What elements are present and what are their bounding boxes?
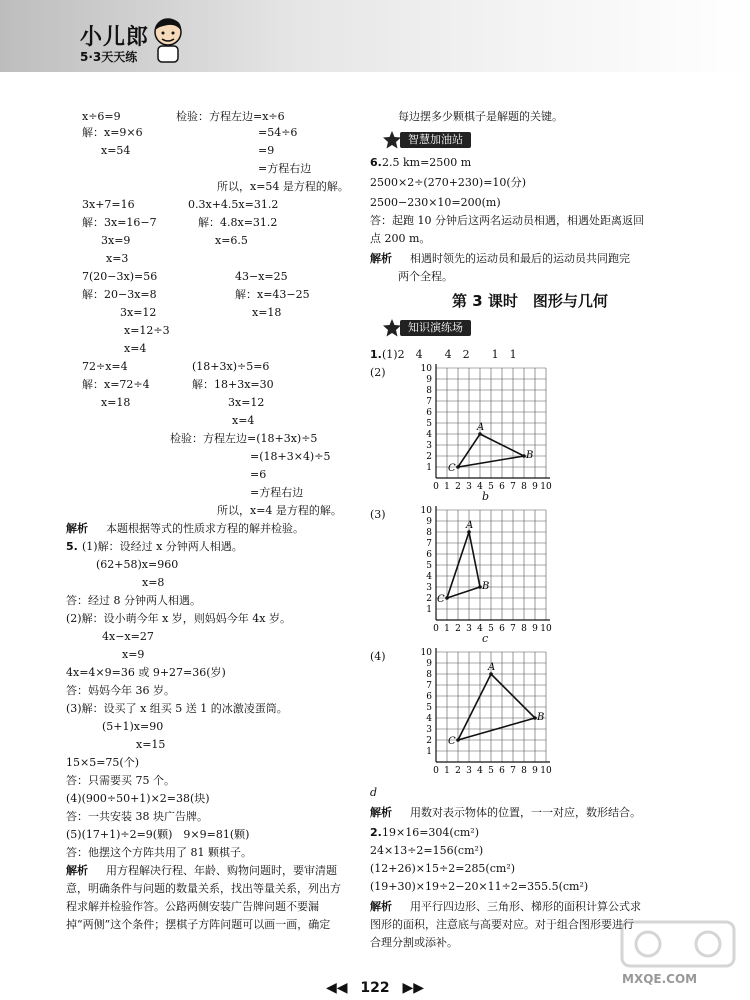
y-tick-label: 9 bbox=[426, 517, 432, 527]
eq-line: 解：20−3x=8 bbox=[82, 288, 157, 301]
y-tick-label: 5 bbox=[426, 419, 432, 429]
y-tick-label: 4 bbox=[426, 430, 432, 440]
y-tick-label: 1 bbox=[426, 747, 432, 757]
eq-line: x=4 bbox=[232, 414, 255, 427]
y-tick-label: 5 bbox=[426, 561, 432, 571]
coordinate-graph-d bbox=[376, 646, 556, 786]
eq-line: 43−x=25 bbox=[235, 270, 288, 283]
x-tick-label: 5 bbox=[488, 766, 494, 776]
eq-line: (2)解：设小萌今年 x 岁，则妈妈今年 4x 岁。 bbox=[66, 612, 291, 625]
y-tick-label: 7 bbox=[426, 397, 432, 407]
eq-line: =方程右边 bbox=[250, 486, 304, 499]
analysis-label: 解析 bbox=[370, 900, 392, 913]
answer-line: 答：妈妈今年 36 岁。 bbox=[66, 684, 175, 697]
eq-line: =54÷6 bbox=[258, 126, 298, 139]
question-number: 1. bbox=[370, 348, 382, 361]
analysis-text: 合理分割或添补。 bbox=[370, 936, 458, 949]
y-tick-label: 6 bbox=[426, 692, 432, 702]
eq-line: 解：x=72÷4 bbox=[82, 378, 150, 391]
y-tick-label: 10 bbox=[420, 506, 432, 516]
eq-line: (62+58)x=960 bbox=[96, 558, 179, 571]
graph-caption: d bbox=[370, 786, 378, 799]
vertex-label-b: B bbox=[537, 712, 545, 723]
sub-question-label: (2) bbox=[370, 366, 386, 379]
eq-line: x=18 bbox=[101, 396, 131, 409]
logo-title: 小儿郎 bbox=[80, 25, 150, 50]
eq-line: 所以，x=4 是方程的解。 bbox=[217, 504, 342, 517]
y-tick-label: 4 bbox=[426, 714, 432, 724]
eq-line: (1)解：设经过 x 分钟两人相遇。 bbox=[82, 540, 243, 553]
y-tick-label: 4 bbox=[426, 572, 432, 582]
y-tick-label: 3 bbox=[426, 441, 432, 451]
eq-line: (5)(17+1)÷2=9(颗) 9×9=81(颗) bbox=[66, 828, 250, 841]
eq-line: x=15 bbox=[136, 738, 166, 751]
question-number: 5. bbox=[66, 540, 78, 553]
eq-line: (3)解：设买了 x 组买 5 送 1 的冰激凌蛋筒。 bbox=[66, 702, 288, 715]
y-tick-label: 10 bbox=[420, 648, 432, 658]
y-tick-label: 9 bbox=[426, 659, 432, 669]
x-tick-label: 6 bbox=[499, 766, 505, 776]
eq-line: 4x−x=27 bbox=[102, 630, 154, 643]
y-tick-label: 2 bbox=[426, 594, 432, 604]
eq-line: 2.5 km=2500 m bbox=[382, 156, 472, 169]
x-tick-label: 10 bbox=[540, 766, 552, 776]
analysis-label: 解析 bbox=[370, 806, 392, 819]
star-badge-icon bbox=[382, 130, 402, 150]
eq-line: x=54 bbox=[101, 144, 131, 157]
analysis-text: 程求解并检验作答。公路两侧安装广告牌问题不要漏 bbox=[66, 900, 319, 913]
x-tick-label: 6 bbox=[499, 482, 505, 492]
eq-line: 4x=4×9=36 或 9+27=36(岁) bbox=[66, 666, 226, 679]
eq-line: x=9 bbox=[122, 648, 145, 661]
x-tick-label: 7 bbox=[510, 482, 516, 492]
graph-caption: c bbox=[482, 632, 489, 645]
y-tick-label: 8 bbox=[426, 528, 432, 538]
analysis-text: 用平行四边形、三角形、梯形的面积计算公式求 bbox=[410, 900, 641, 913]
analysis-text: 每边摆多少颗棋子是解题的关键。 bbox=[398, 110, 563, 123]
eq-line: =9 bbox=[258, 144, 275, 157]
analysis-text: 用数对表示物体的位置，一一对应，数形结合。 bbox=[410, 806, 641, 819]
analysis-text: 用方程解决行程、年龄、购物问题时，要审清题 bbox=[106, 864, 337, 877]
eq-line: 2500−230×10=200(m) bbox=[370, 196, 501, 209]
eq-line: 3x+7=16 bbox=[82, 198, 135, 211]
x-tick-label: 5 bbox=[488, 482, 494, 492]
x-tick-label: 3 bbox=[466, 766, 472, 776]
vertex-label-b: B bbox=[482, 581, 490, 592]
x-tick-label: 2 bbox=[455, 482, 461, 492]
answer-line: 点 200 m。 bbox=[370, 232, 431, 245]
boy-mascot-icon bbox=[150, 16, 186, 64]
eq-line: 19×16=304(cm²) bbox=[382, 826, 480, 839]
question-number: 6. bbox=[370, 156, 382, 169]
eq-line: (18+3x)÷5=6 bbox=[192, 360, 270, 373]
x-tick-label: 3 bbox=[466, 482, 472, 492]
answer-line: 答：经过 8 分钟两人相遇。 bbox=[66, 594, 201, 607]
analysis-text: 意，明确条件与问题的数量关系，找出等量关系，列出方 bbox=[66, 882, 341, 895]
x-tick-label: 10 bbox=[540, 482, 552, 492]
y-tick-label: 2 bbox=[426, 452, 432, 462]
eq-line: 解：3x=16−7 bbox=[82, 216, 157, 229]
vertex-point-c bbox=[456, 465, 460, 469]
eq-line: 解：4.8x=31.2 bbox=[198, 216, 278, 229]
analysis-text: 相遇时领先的运动员和最后的运动员共同跑完 bbox=[410, 252, 630, 265]
eq-line: x÷6=9 bbox=[82, 110, 121, 123]
eq-line: 3x=9 bbox=[101, 234, 131, 247]
eq-line: 解：x=43−25 bbox=[235, 288, 310, 301]
eq-line: x=8 bbox=[142, 576, 165, 589]
x-tick-label: 7 bbox=[510, 766, 516, 776]
vertex-label-a: A bbox=[488, 662, 496, 673]
vertex-label-a: A bbox=[466, 520, 474, 531]
analysis-label: 解析 bbox=[66, 522, 88, 535]
x-tick-label: 1 bbox=[444, 766, 450, 776]
y-tick-label: 10 bbox=[420, 364, 432, 374]
eq-line: =(18+3×4)÷5 bbox=[250, 450, 331, 463]
eq-line: 3x=12 bbox=[120, 306, 157, 319]
x-tick-label: 3 bbox=[466, 624, 472, 634]
x-tick-label: 1 bbox=[444, 482, 450, 492]
eq-line: 15×5=75(个) bbox=[66, 756, 140, 769]
section-header-practice bbox=[382, 318, 542, 338]
y-tick-label: 6 bbox=[426, 408, 432, 418]
x-tick-label: 2 bbox=[455, 766, 461, 776]
analysis-label: 解析 bbox=[370, 252, 392, 265]
y-tick-label: 8 bbox=[426, 670, 432, 680]
watermark-text: MXQE.COM bbox=[622, 972, 698, 986]
y-tick-label: 9 bbox=[426, 375, 432, 385]
eq-line: (5+1)x=90 bbox=[102, 720, 164, 733]
eq-line: 2500×2÷(270+230)=10(分) bbox=[370, 176, 527, 189]
question-number: 2. bbox=[370, 826, 382, 839]
vertex-label-c: C bbox=[448, 463, 456, 474]
y-tick-label: 2 bbox=[426, 736, 432, 746]
eq-line: 检验：方程左边=(18+3x)÷5 bbox=[170, 432, 318, 445]
vertex-point-c bbox=[456, 738, 460, 742]
eq-line: (12+26)×15÷2=285(cm²) bbox=[370, 862, 516, 875]
star-badge-icon bbox=[382, 318, 402, 338]
graph-caption: b bbox=[482, 490, 490, 503]
answer-line: 答：一共安装 38 块广告牌。 bbox=[66, 810, 208, 823]
y-tick-label: 5 bbox=[426, 703, 432, 713]
eq-line: 0.3x+4.5x=31.2 bbox=[188, 198, 279, 211]
x-tick-label: 9 bbox=[532, 624, 538, 634]
next-arrows-icon: ▶▶ bbox=[402, 980, 425, 996]
eq-line: (4)(900÷50+1)×2=38(块) bbox=[66, 792, 210, 805]
y-tick-label: 3 bbox=[426, 583, 432, 593]
eq-line: 72÷x=4 bbox=[82, 360, 128, 373]
eq-line: x=12÷3 bbox=[124, 324, 170, 337]
x-tick-label: 7 bbox=[510, 624, 516, 634]
eq-line: (19+30)×19÷2−20×11÷2=355.5(cm²) bbox=[370, 880, 589, 893]
answer-line: (1)2 4 4 2 1 1 bbox=[382, 348, 517, 361]
eq-line: x=18 bbox=[252, 306, 282, 319]
lesson-title: 第 3 课时 图形与几何 bbox=[452, 292, 608, 310]
answer-line: 答：他摆这个方阵共用了 81 颗棋子。 bbox=[66, 846, 252, 859]
answer-line: 答：起跑 10 分钟后这两名运动员相遇，相遇处距离返回 bbox=[370, 214, 644, 227]
x-tick-label: 4 bbox=[477, 766, 483, 776]
analysis-text: 两个全程。 bbox=[398, 270, 453, 283]
x-tick-label: 2 bbox=[455, 624, 461, 634]
section-title: 知识演练场 bbox=[400, 320, 471, 336]
eq-line: x=4 bbox=[124, 342, 147, 355]
y-tick-label: 7 bbox=[426, 539, 432, 549]
eq-line: 7(20−3x)=56 bbox=[82, 270, 158, 283]
x-tick-label: 8 bbox=[521, 482, 527, 492]
y-tick-label: 8 bbox=[426, 386, 432, 396]
y-tick-label: 3 bbox=[426, 725, 432, 735]
prev-arrows-icon: ◀◀ bbox=[325, 980, 348, 996]
eq-line: =6 bbox=[250, 468, 267, 481]
analysis-text: 图形的面积，注意底与高要对应。对于组合图形要进行 bbox=[370, 918, 634, 931]
analysis-text: 本题根据等式的性质求方程的解并检验。 bbox=[106, 522, 304, 535]
eq-line: 解：18+3x=30 bbox=[192, 378, 274, 391]
x-tick-label: 8 bbox=[521, 766, 527, 776]
x-tick-label: 10 bbox=[540, 624, 552, 634]
x-tick-label: 0 bbox=[433, 624, 439, 634]
analysis-text: 掉“两侧”这个条件；摆棋子方阵问题可以画一画，确定 bbox=[66, 918, 331, 931]
answer-line: 答：只需要买 75 个。 bbox=[66, 774, 175, 787]
x-tick-label: 0 bbox=[433, 482, 439, 492]
x-tick-label: 5 bbox=[488, 624, 494, 634]
logo-subtitle: 5·3天天练 bbox=[80, 50, 138, 64]
x-tick-label: 6 bbox=[499, 624, 505, 634]
x-tick-label: 8 bbox=[521, 624, 527, 634]
page-number: 122 bbox=[360, 980, 390, 996]
x-tick-label: 9 bbox=[532, 482, 538, 492]
vertex-point-c bbox=[445, 596, 449, 600]
x-tick-label: 0 bbox=[433, 766, 439, 776]
x-tick-label: 9 bbox=[532, 766, 538, 776]
section-title: 智慧加油站 bbox=[400, 132, 471, 148]
sub-question-label: (4) bbox=[370, 650, 386, 663]
eq-line: 3x=12 bbox=[228, 396, 265, 409]
analysis-label: 解析 bbox=[66, 864, 88, 877]
sub-question-label: (3) bbox=[370, 508, 386, 521]
vertex-label-b: B bbox=[526, 450, 534, 461]
y-tick-label: 7 bbox=[426, 681, 432, 691]
vertex-label-a: A bbox=[477, 422, 485, 433]
coordinate-graph-c bbox=[376, 504, 556, 644]
coordinate-graph-b bbox=[376, 362, 556, 502]
y-tick-label: 1 bbox=[426, 463, 432, 473]
x-tick-label: 4 bbox=[477, 482, 483, 492]
eq-line: 检验：方程左边=x÷6 bbox=[176, 110, 285, 123]
page-header bbox=[0, 0, 750, 72]
eq-line: 所以，x=54 是方程的解。 bbox=[217, 180, 349, 193]
x-tick-label: 4 bbox=[477, 624, 483, 634]
y-tick-label: 6 bbox=[426, 550, 432, 560]
logo bbox=[74, 20, 184, 70]
vertex-label-c: C bbox=[437, 594, 445, 605]
y-tick-label: 1 bbox=[426, 605, 432, 615]
eq-line: x=3 bbox=[106, 252, 129, 265]
section-header-wisdom bbox=[382, 130, 542, 150]
x-tick-label: 1 bbox=[444, 624, 450, 634]
vertex-label-c: C bbox=[448, 736, 456, 747]
eq-line: 24×13÷2=156(cm²) bbox=[370, 844, 484, 857]
eq-line: x=6.5 bbox=[215, 234, 248, 247]
eq-line: 解：x=9×6 bbox=[82, 126, 143, 139]
eq-line: =方程右边 bbox=[258, 162, 312, 175]
